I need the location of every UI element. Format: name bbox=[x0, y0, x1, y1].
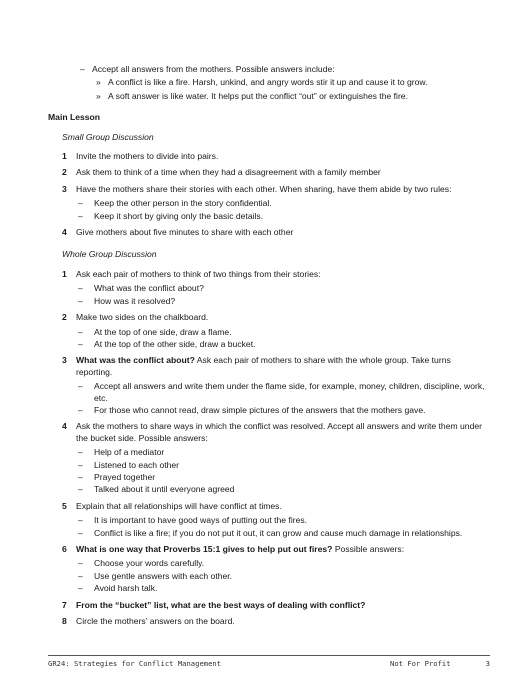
step-bullets bbox=[48, 283, 488, 307]
step-item bbox=[48, 312, 488, 323]
intro-sub-item-text: A soft answer is like water. It helps put the conflict “out” or extinguishes the fire. bbox=[108, 90, 408, 101]
dash-bullet: – bbox=[78, 471, 83, 482]
dash-bullet: – bbox=[78, 484, 83, 495]
step-text bbox=[76, 312, 208, 322]
step-bullets bbox=[48, 447, 488, 496]
bullet-text: Keep it short by giving only the basic details. bbox=[94, 210, 264, 221]
dash-bullet: – bbox=[78, 210, 83, 221]
step-text bbox=[76, 184, 451, 194]
whole-group-heading: Whole Group Discussion bbox=[62, 249, 157, 260]
chevron-bullet: » bbox=[96, 77, 101, 88]
bullet-item bbox=[48, 447, 488, 458]
footer-notice: Not For Profit bbox=[390, 659, 451, 668]
step-body: Possible answers: bbox=[332, 544, 405, 554]
bullet-text: How was it resolved? bbox=[94, 295, 176, 306]
dash-bullet: – bbox=[78, 459, 83, 470]
bullet-item bbox=[48, 211, 488, 222]
bullet-text: It is important to have good ways of putting out the fires. bbox=[94, 515, 308, 526]
bullet-item bbox=[48, 405, 488, 416]
step-number: 6 bbox=[62, 544, 67, 554]
step-number: 2 bbox=[62, 167, 67, 178]
dash-bullet: – bbox=[78, 295, 83, 306]
page-footer bbox=[48, 655, 490, 668]
bullet-item bbox=[48, 381, 488, 404]
dash-bullet: – bbox=[78, 515, 83, 526]
step-text bbox=[76, 501, 282, 511]
step-text bbox=[76, 421, 482, 442]
step-item bbox=[48, 227, 488, 238]
step-number: 4 bbox=[62, 227, 67, 238]
step-body: Ask the mothers to share ways in which the conflict was resolved. Accept all answers and write them under the bucket side. Possible answers: bbox=[76, 421, 483, 443]
bullet-item bbox=[48, 472, 488, 483]
bullet-item bbox=[48, 296, 488, 307]
step-number: 1 bbox=[62, 151, 67, 162]
small-group-steps bbox=[48, 151, 488, 238]
step-text bbox=[76, 151, 218, 161]
bullet-item bbox=[48, 558, 488, 569]
dash-bullet: – bbox=[78, 404, 83, 415]
step-text bbox=[76, 227, 293, 237]
dash-bullet: – bbox=[78, 283, 83, 294]
dash-bullet: – bbox=[80, 64, 85, 74]
small-group-heading: Small Group Discussion bbox=[62, 131, 154, 142]
step-item bbox=[48, 600, 488, 611]
step-number: 3 bbox=[62, 355, 67, 366]
step-body: Have the mothers share their stories with each other. When sharing, have them abide by two rules: bbox=[76, 183, 452, 194]
step-item bbox=[48, 501, 488, 512]
dash-bullet: – bbox=[78, 198, 83, 209]
step-text bbox=[76, 616, 235, 626]
step-text bbox=[76, 269, 321, 279]
dash-bullet: – bbox=[78, 527, 83, 538]
step-item bbox=[48, 616, 488, 627]
bullet-text: Accept all answers and write them under the flame side, for example, money, children, discipline, work, etc. bbox=[94, 381, 485, 403]
bullet-text: Prayed together bbox=[94, 471, 156, 482]
step-item bbox=[48, 184, 488, 195]
step-question: What was the conflict about? bbox=[76, 355, 195, 366]
bullet-item bbox=[48, 583, 488, 594]
dash-bullet: – bbox=[78, 558, 83, 569]
page-number: 3 bbox=[485, 659, 490, 668]
bullet-item bbox=[48, 198, 488, 209]
dash-bullet: – bbox=[78, 570, 83, 581]
step-text bbox=[76, 600, 365, 610]
step-bullets bbox=[48, 515, 488, 539]
step-bullets bbox=[48, 198, 488, 222]
dash-bullet: – bbox=[78, 381, 83, 392]
step-item bbox=[48, 167, 488, 178]
bullet-text: At the top of the other side, draw a bucket. bbox=[94, 338, 256, 349]
step-number: 3 bbox=[62, 183, 67, 194]
step-number: 7 bbox=[62, 599, 67, 610]
dash-bullet: – bbox=[78, 447, 83, 458]
bullet-text: Conflict is like a fire; if you do not put it out, it can grow and cause much damage in relationships. bbox=[94, 527, 463, 538]
step-bullets bbox=[48, 558, 488, 594]
step-body: Circle the mothers’ answers on the board. bbox=[76, 616, 235, 627]
bullet-text: Choose your words carefully. bbox=[94, 558, 205, 569]
step-item bbox=[48, 421, 488, 444]
step-number: 2 bbox=[62, 312, 67, 323]
chevron-bullet: » bbox=[96, 90, 101, 101]
step-number: 8 bbox=[62, 616, 67, 627]
step-question: From the “bucket” list, what are the best ways of dealing with conflict? bbox=[76, 599, 366, 610]
footer-title: GR24: Strategies for Conflict Management bbox=[48, 659, 222, 668]
intro-item-text: Accept all answers from the mothers. Possible answers include: bbox=[92, 64, 335, 74]
step-question: What is one way that Proverbs 15:1 gives to help put out fires? bbox=[76, 544, 333, 554]
step-bullets bbox=[48, 381, 488, 416]
bullet-item bbox=[48, 484, 488, 495]
intro-sub-item bbox=[48, 91, 488, 102]
page-content bbox=[48, 64, 488, 632]
step-item bbox=[48, 355, 488, 378]
main-lesson-heading: Main Lesson bbox=[48, 112, 101, 123]
bullet-text: Keep the other person in the story confidential. bbox=[94, 198, 272, 209]
dash-bullet: – bbox=[78, 338, 83, 349]
dash-bullet: – bbox=[78, 326, 83, 337]
dash-bullet: – bbox=[78, 583, 83, 594]
bullet-text: At the top of one side, draw a flame. bbox=[94, 326, 232, 337]
bullet-text: Listened to each other bbox=[94, 459, 180, 470]
bullet-text: What was the conflict about? bbox=[94, 283, 204, 294]
step-bullets bbox=[48, 327, 488, 351]
step-number: 5 bbox=[62, 500, 67, 511]
bullet-item bbox=[48, 283, 488, 294]
bullet-text: Talked about it until everyone agreed bbox=[94, 484, 235, 495]
step-item bbox=[48, 269, 488, 280]
bullet-item bbox=[48, 515, 488, 526]
step-body: Make two sides on the chalkboard. bbox=[76, 312, 209, 323]
intro-sub-item-text: A conflict is like a fire. Harsh, unkind, and angry words stir it up and cause it to grow. bbox=[108, 77, 428, 88]
step-body: Give mothers about five minutes to share with each other bbox=[76, 227, 294, 238]
step-body: Explain that all relationships will have conflict at times. bbox=[76, 500, 282, 511]
step-item bbox=[48, 151, 488, 162]
whole-group-steps bbox=[48, 269, 488, 628]
step-text bbox=[76, 167, 381, 177]
intro-section bbox=[48, 64, 488, 102]
bullet-item bbox=[48, 460, 488, 471]
bullet-text: Use gentle answers with each other. bbox=[94, 570, 233, 581]
intro-sub-item bbox=[48, 77, 488, 88]
step-body: Ask them to think of a time when they had a disagreement with a family member bbox=[76, 167, 381, 178]
bullet-item bbox=[48, 528, 488, 539]
step-body: Ask each pair of mothers to share with the whole group. Take turns reporting. bbox=[76, 355, 451, 377]
step-item bbox=[48, 544, 488, 555]
bullet-item bbox=[48, 571, 488, 582]
bullet-item bbox=[48, 339, 488, 350]
bullet-item bbox=[48, 327, 488, 338]
bullet-text: Help of a mediator bbox=[94, 447, 165, 458]
step-text bbox=[76, 355, 451, 376]
step-text bbox=[76, 544, 404, 554]
bullet-text: Avoid harsh talk. bbox=[94, 583, 158, 594]
intro-item bbox=[48, 64, 488, 75]
step-body: Ask each pair of mothers to think of two things from their stories: bbox=[76, 268, 321, 279]
step-number: 1 bbox=[62, 268, 67, 279]
step-body: Invite the mothers to divide into pairs. bbox=[76, 151, 219, 162]
bullet-text: For those who cannot read, draw simple pictures of the answers that the mothers gave. bbox=[94, 404, 426, 415]
step-number: 4 bbox=[62, 421, 67, 432]
